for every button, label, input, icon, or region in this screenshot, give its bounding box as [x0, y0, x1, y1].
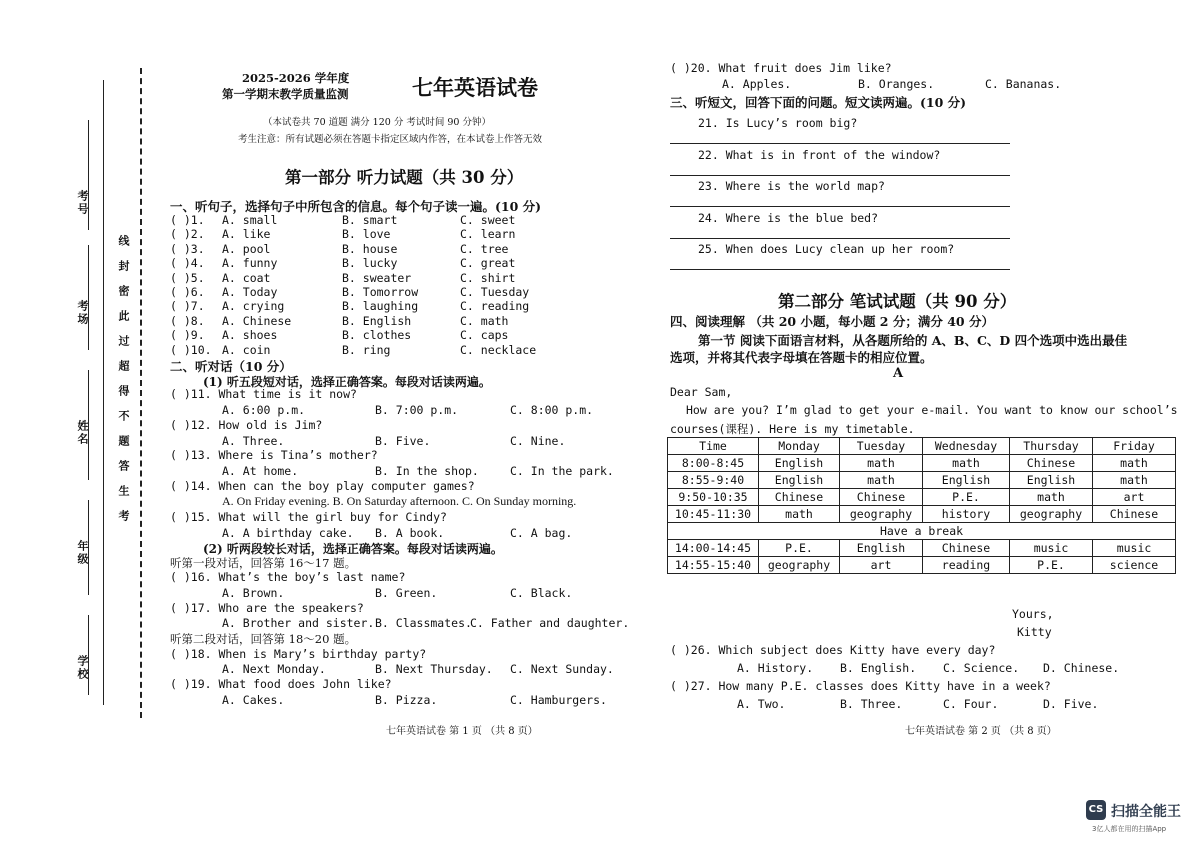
sec1-item-4-option-c: C. great	[460, 256, 516, 271]
q19-option-c: C. Hamburgers.	[510, 693, 607, 707]
q15-option-b: B. A book.	[375, 526, 445, 540]
binding-solid-line	[103, 80, 104, 705]
sec1-item-3-number: ( )3.	[170, 241, 205, 256]
sec1-item-7-number: ( )7.	[170, 299, 205, 314]
part2-title: 第二部分 笔试试题（共 90 分）	[778, 292, 1017, 311]
timetable-cell: 14:00-14:45	[668, 540, 759, 557]
q15-question: ( )15. What will the girl buy for Cindy?	[170, 510, 447, 524]
sec1-item-8-option-b: B. English	[342, 313, 412, 328]
timetable-break-cell: Have a break	[668, 523, 1176, 540]
sec1-item-3-option-b: B. house	[342, 241, 398, 256]
sec1-item-2-option-a: A. like	[222, 227, 271, 242]
timetable-cell: history	[923, 506, 1010, 523]
timetable-cell: 9:50-10:35	[668, 489, 759, 506]
q26-option-a: A. History.	[737, 661, 814, 675]
q17-option-c: C. Father and daughter.	[470, 616, 630, 630]
timetable-cell: math	[923, 455, 1010, 472]
q17-option-b: B. Classmates.	[375, 616, 472, 630]
q13-question: ( )13. Where is Tina’s mother?	[170, 448, 378, 462]
camscanner-logo-icon: CS	[1086, 800, 1106, 820]
q27-option-d: D. Five.	[1043, 697, 1099, 711]
field-name-line	[88, 370, 89, 480]
q26-question: ( )26. Which subject does Kitty have every day?	[670, 643, 996, 657]
sec1-item-10-option-b: B. ring	[342, 342, 391, 357]
school-year: 2025-2026 学年度	[242, 71, 350, 85]
timetable-cell: Wednesday	[923, 438, 1010, 455]
sec3-question-22: 22. What is in front of the window?	[698, 147, 941, 162]
q19-option-b: B. Pizza.	[375, 693, 438, 707]
exam-title: 七年英语试卷	[412, 75, 538, 100]
field-school-label: 学校	[76, 655, 89, 681]
sec1-item-8-option-a: A. Chinese	[222, 313, 292, 328]
timetable-cell: Thursday	[1010, 438, 1093, 455]
exam-term: 第一学期末教学质量监测	[222, 87, 349, 101]
timetable-cell: English	[840, 540, 923, 557]
letter-line-1: How are you? I’m glad to get your e-mail. You want to know our school’s	[686, 403, 1178, 417]
timetable-cell: math	[1093, 472, 1176, 489]
timetable-cell: math	[1093, 455, 1176, 472]
exam-info: （本试卷共 70 道题 满分 120 分 考试时间 90 分钟）	[263, 117, 491, 128]
timetable-cell: math	[759, 506, 840, 523]
timetable-row	[668, 455, 1176, 472]
sec1-item-7-option-c: C. reading	[460, 299, 530, 314]
q16-option-c: C. Black.	[510, 586, 573, 600]
sec3-answer-line-24[interactable]	[670, 238, 1010, 239]
q14-question: ( )14. When can the boy play computer games?	[170, 479, 475, 493]
q27-option-c: C. Four.	[943, 697, 999, 711]
timetable-cell: 8:55-9:40	[668, 472, 759, 489]
letter-greeting: Dear Sam,	[670, 385, 733, 399]
sec1-item-5-option-c: C. shirt	[460, 270, 516, 285]
sec1-item-1-option-b: B. smart	[342, 213, 398, 227]
exam-note: 考生注意：所有试题必须在答题卡指定区域内作答，在本试卷上作答无效	[238, 134, 543, 145]
timetable-cell: Chinese	[1010, 455, 1093, 472]
timetable-header-row	[668, 438, 1176, 455]
sec1-item-9-number: ( )9.	[170, 328, 205, 343]
sec1-item-9-option-a: A. shoes	[222, 328, 278, 343]
field-exam-number-label: 考号	[76, 190, 89, 216]
q12-option-c: C. Nine.	[510, 434, 566, 448]
section4-instruction-1: 第一节 阅读下面语言材料，从各题所给的 A、B、C、D 四个选项中选出最佳	[698, 333, 1128, 348]
timetable-cell: science	[1093, 557, 1176, 574]
sec3-answer-line-25[interactable]	[670, 269, 1010, 270]
timetable-cell: music	[1093, 540, 1176, 557]
sec1-item-10-number: ( )10.	[170, 342, 212, 357]
section2-sub1: (1) 听五段短对话，选择正确答案。每段对话读两遍。	[203, 375, 491, 389]
sec1-item-10-option-a: A. coin	[222, 342, 271, 357]
sec1-item-10-option-c: C. necklace	[460, 342, 537, 357]
timetable-cell: Chinese	[923, 540, 1010, 557]
q18-option-b: B. Next Thursday.	[375, 662, 493, 676]
sec1-item-7-option-b: B. laughing	[342, 299, 419, 314]
timetable-cell: English	[759, 472, 840, 489]
q26-option-d: D. Chinese.	[1043, 661, 1120, 675]
section2-sub2: (2) 听两段较长对话，选择正确答案。每段对话读两遍。	[203, 542, 503, 556]
q27-question: ( )27. How many P.E. classes does Kitty have in a week?	[670, 679, 1051, 693]
dialogue2-hint: 听第二段对话，回答第 18～20 题。	[170, 632, 357, 646]
timetable-row	[668, 557, 1176, 574]
q16-option-a: A. Brown.	[222, 586, 285, 600]
timetable-cell: Chinese	[840, 489, 923, 506]
part1-title: 第一部分 听力试题（共 30 分）	[285, 168, 524, 187]
timetable-cell: art	[840, 557, 923, 574]
timetable-row	[668, 489, 1176, 506]
letter-closing: Yours,	[1012, 607, 1054, 621]
q15-option-c: C. A bag.	[510, 526, 573, 540]
timetable-row	[668, 472, 1176, 489]
timetable-cell: P.E.	[1010, 557, 1093, 574]
q18-question: ( )18. When is Mary’s birthday party?	[170, 647, 427, 661]
timetable-cell: reading	[923, 557, 1010, 574]
sec1-item-1-option-a: A. small	[222, 213, 278, 227]
q16-option-b: B. Green.	[375, 586, 438, 600]
sec1-item-6-option-c: C. Tuesday	[460, 285, 530, 299]
q12-question: ( )12. How old is Jim?	[170, 418, 323, 432]
q26-option-b: B. English.	[840, 661, 917, 675]
timetable-cell: math	[840, 472, 923, 489]
timetable-cell: 8:00-8:45	[668, 455, 759, 472]
page1-footer: 七年英语试卷 第 1 页 （共 8 页）	[386, 726, 538, 737]
timetable-cell: geography	[759, 557, 840, 574]
timetable-cell: art	[1093, 489, 1176, 506]
q27-option-a: A. Two.	[737, 697, 786, 711]
passage-label: A	[893, 366, 904, 381]
field-exam-room-line	[88, 245, 89, 350]
q13-option-c: C. In the park.	[510, 464, 614, 478]
field-grade-label: 年级	[76, 540, 89, 566]
q20-option-c: C. Bananas.	[985, 77, 1062, 91]
sec3-answer-line-21[interactable]	[670, 143, 1010, 144]
q20-question: ( )20. What fruit does Jim like?	[670, 61, 892, 75]
sec1-item-5-number: ( )5.	[170, 270, 205, 285]
timetable-cell: 10:45-11:30	[668, 506, 759, 523]
letter-line-2: courses(课程). Here is my timetable.	[670, 422, 915, 436]
q26-option-c: C. Science.	[943, 661, 1020, 675]
field-grade-line	[88, 500, 89, 595]
q27-option-b: B. Three.	[840, 697, 903, 711]
timetable-cell: Friday	[1093, 438, 1176, 455]
sec1-item-4-option-b: B. lucky	[342, 256, 398, 271]
camscanner-tagline: 3亿人都在用的扫描App	[1092, 825, 1167, 833]
sec1-item-6-number: ( )6.	[170, 285, 205, 299]
timetable-cell: Monday	[759, 438, 840, 455]
timetable-row	[668, 540, 1176, 557]
timetable-cell: P.E.	[923, 489, 1010, 506]
timetable-cell: geography	[1010, 506, 1093, 523]
sec1-item-8-number: ( )8.	[170, 313, 205, 328]
sec3-question-25: 25. When does Lucy clean up her room?	[698, 242, 955, 256]
section1-title: 一、听句子，选择句子中所包含的信息。每个句子读一遍。(10 分)	[170, 199, 542, 214]
sec3-answer-line-23[interactable]	[670, 206, 1010, 207]
timetable-cell: English	[1010, 472, 1093, 489]
sec1-item-1-number: ( )1.	[170, 213, 205, 227]
q18-option-c: C. Next Sunday.	[510, 662, 614, 676]
q14-options: A. On Friday evening. B. On Saturday afternoon. C. On Sunday morning.	[222, 494, 577, 508]
q11-option-a: A. 6:00 p.m.	[222, 403, 306, 417]
sec1-item-2-option-c: C. learn	[460, 227, 516, 242]
timetable	[667, 437, 1176, 574]
field-exam-room-label: 考场	[76, 300, 89, 326]
timetable-cell: Chinese	[759, 489, 840, 506]
timetable-cell: Time	[668, 438, 759, 455]
q16-question: ( )16. What’s the boy’s last name?	[170, 570, 406, 584]
sec3-question-23: 23. Where is the world map?	[698, 179, 885, 193]
q20-option-a: A. Apples.	[722, 77, 792, 91]
sec1-item-7-option-a: A. crying	[222, 299, 285, 314]
timetable-cell: English	[759, 455, 840, 472]
camscanner-name: 扫描全能王	[1111, 804, 1181, 820]
seal-line-text: 线封密此过超得不题答生考	[117, 235, 130, 535]
q18-option-a: A. Next Monday.	[222, 662, 326, 676]
section2-title: 二、听对话（10 分）	[170, 359, 292, 374]
sec1-item-3-option-a: A. pool	[222, 241, 271, 256]
section4-instruction-2: 选项，并将其代表字母填在答题卡的相应位置。	[670, 350, 933, 365]
timetable-cell: math	[1010, 489, 1093, 506]
timetable-cell: geography	[840, 506, 923, 523]
timetable-break-row	[668, 523, 1176, 540]
sec1-item-6-option-b: B. Tomorrow	[342, 285, 419, 299]
q12-option-a: A. Three.	[222, 434, 285, 448]
q19-option-a: A. Cakes.	[222, 693, 285, 707]
sec1-item-1-option-c: C. sweet	[460, 213, 516, 227]
timetable-cell: 14:55-15:40	[668, 557, 759, 574]
timetable-row	[668, 506, 1176, 523]
sec3-question-24: 24. Where is the blue bed?	[698, 210, 879, 225]
timetable-cell: English	[923, 472, 1010, 489]
sec1-item-2-number: ( )2.	[170, 227, 205, 242]
sec3-question-21: 21. Is Lucy’s room big?	[698, 116, 858, 130]
field-exam-number-line	[88, 120, 89, 230]
section3-title: 三、听短文，回答下面的问题。短文读两遍。(10 分)	[670, 95, 967, 110]
sec1-item-5-option-b: B. sweater	[342, 270, 412, 285]
q19-question: ( )19. What food does John like?	[170, 677, 392, 691]
sec1-item-5-option-a: A. coat	[222, 270, 271, 285]
dialogue1-hint: 听第一段对话，回答第 16～17 题。	[170, 556, 357, 570]
q17-option-a: A. Brother and sister.	[222, 616, 375, 630]
q11-option-c: C. 8:00 p.m.	[510, 403, 594, 417]
q11-option-b: B. 7:00 p.m.	[375, 403, 459, 417]
letter-signature: Kitty	[1017, 625, 1052, 639]
q13-option-a: A. At home.	[222, 464, 299, 478]
sec1-item-9-option-c: C. caps	[460, 328, 509, 343]
section4-title: 四、阅读理解 （共 20 小题，每小题 2 分；满分 40 分）	[670, 314, 994, 329]
q15-option-a: A. A birthday cake.	[222, 526, 354, 540]
q11-question: ( )11. What time is it now?	[170, 387, 357, 401]
sec1-item-4-number: ( )4.	[170, 256, 205, 271]
timetable-cell: Tuesday	[840, 438, 923, 455]
timetable-cell: math	[840, 455, 923, 472]
binding-dashed-line	[140, 68, 142, 718]
page2-footer: 七年英语试卷 第 2 页 （共 8 页）	[905, 726, 1057, 737]
timetable-cell: P.E.	[759, 540, 840, 557]
sec1-item-2-option-b: B. love	[342, 227, 391, 242]
field-name-label: 姓名	[76, 420, 89, 446]
timetable-cell: music	[1010, 540, 1093, 557]
sec1-item-4-option-a: A. funny	[222, 256, 278, 271]
sec1-item-3-option-c: C. tree	[460, 241, 509, 256]
q12-option-b: B. Five.	[375, 434, 431, 448]
sec1-item-8-option-c: C. math	[460, 313, 509, 328]
q20-option-b: B. Oranges.	[858, 77, 935, 91]
q13-option-b: B. In the shop.	[375, 464, 479, 478]
sec1-item-9-option-b: B. clothes	[342, 328, 412, 343]
field-school-line	[88, 615, 89, 695]
sec3-answer-line-22[interactable]	[670, 175, 1010, 176]
sec1-item-6-option-a: A. Today	[222, 285, 278, 299]
timetable-cell: Chinese	[1093, 506, 1176, 523]
q17-question: ( )17. Who are the speakers?	[170, 601, 364, 615]
